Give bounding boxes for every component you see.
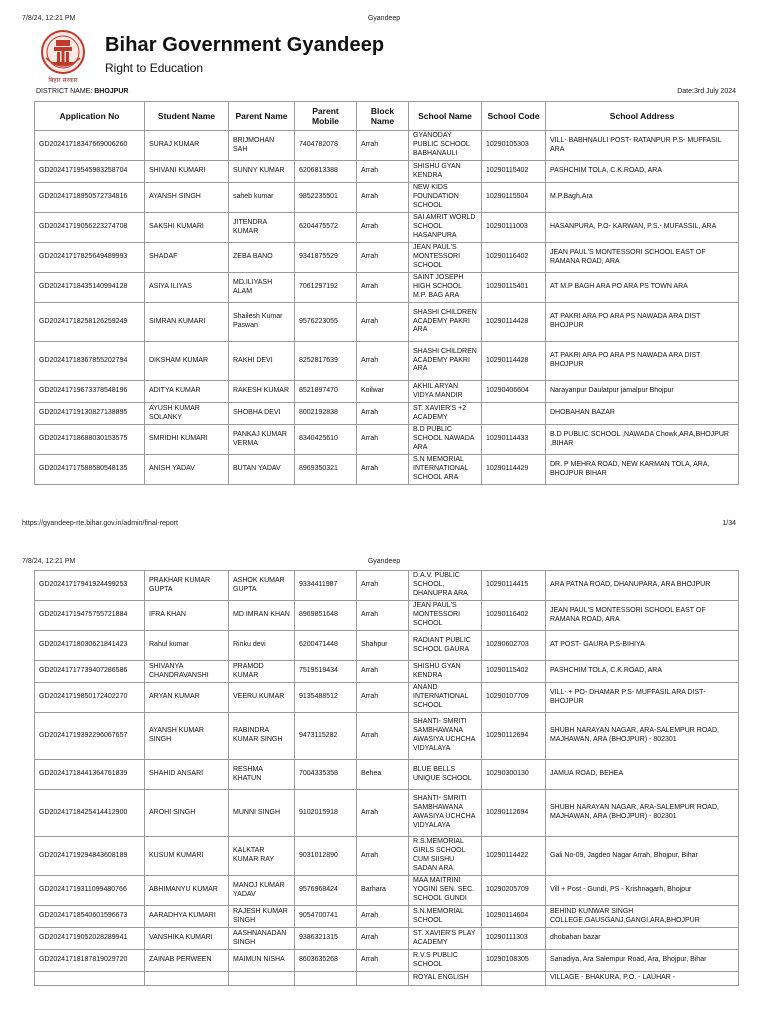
parent-mobile-cell: 6204475572	[295, 213, 357, 243]
school-address-cell: B.D PUBLIC SCHOOL ,NAWADA Chowk,ARA,BHOJPUR ,BIHAR	[546, 425, 739, 455]
school-code-cell: 10290108305	[482, 950, 546, 972]
school-name-cell: ANAND INTERNATIONAL SCHOOL	[409, 683, 482, 713]
school-address-cell: HASANPURA, P.O- KARWAN, P.S.- MUFASSIL, ARA	[546, 213, 739, 243]
table-row	[35, 342, 739, 381]
report-table	[34, 570, 739, 986]
parent-name-cell: RAKESH KUMAR	[229, 381, 295, 403]
school-name-cell: S.N.MEMORIAL SCHOOL	[409, 906, 482, 928]
parent-name-cell: PANKAJ KUMAR VERMA	[229, 425, 295, 455]
report-header	[36, 28, 736, 84]
block-name-cell: Koilwar	[357, 381, 409, 403]
student-name-cell: ASIYA ILIYAS	[145, 273, 229, 303]
parent-mobile-cell: 6200471448	[295, 631, 357, 661]
school-code-cell: 10290105303	[482, 131, 546, 161]
application-no-cell: GD20241719392296067657	[35, 713, 145, 760]
block-name-cell: Arrah	[357, 455, 409, 485]
school-code-cell: 10290114429	[482, 455, 546, 485]
parent-mobile-cell: 9852235501	[295, 183, 357, 213]
parent-name-cell: BRIJMOHAN SAH	[229, 131, 295, 161]
application-no-cell: GD20241718030621841423	[35, 631, 145, 661]
table-row	[35, 131, 739, 161]
block-name-cell: Behea	[357, 760, 409, 790]
column-header: Block Name	[357, 102, 409, 131]
block-name-cell: Arrah	[357, 303, 409, 342]
print-timestamp: 7/8/24, 12:21 PM	[22, 15, 76, 22]
school-code-cell: 10290115401	[482, 273, 546, 303]
school-address-cell: ARA PATNA ROAD, DHANUPARA, ARA BHOJPUR	[546, 571, 739, 601]
school-address-cell: VILLAGE - BHAKURA, P.O. - LAUHAR -	[546, 972, 739, 986]
application-no-cell: GD20241719673378548196	[35, 381, 145, 403]
school-code-cell: 10290114428	[482, 303, 546, 342]
parent-mobile-cell: 8340425610	[295, 425, 357, 455]
student-name-cell: SHADAF	[145, 243, 229, 273]
block-name-cell: Arrah	[357, 713, 409, 760]
block-name-cell: Arrah	[357, 837, 409, 876]
school-code-cell: 10290114428	[482, 342, 546, 381]
school-name-cell: R.S.MEMORIAL GIRLS SCHOOL CUM SIISHU SADAN ARA	[409, 837, 482, 876]
parent-mobile-cell: 6206813388	[295, 161, 357, 183]
school-code-cell: 10290111303	[482, 928, 546, 950]
student-name-cell: AROHI SINGH	[145, 790, 229, 837]
application-no-cell: GD20241718688030153575	[35, 425, 145, 455]
school-name-cell: SHISHU GYAN KENDRA	[409, 161, 482, 183]
table-row	[35, 273, 739, 303]
school-name-cell: SHANTI- SMRITI SAMBHAWANA AWASIYA UCHCHA VIDYALAYA	[409, 713, 482, 760]
school-code-cell: 10290114415	[482, 571, 546, 601]
school-address-cell: Sanadiya, Ara Salempur Road, Ara, Bhojpur, Bihar	[546, 950, 739, 972]
parent-mobile-cell: 7061297192	[295, 273, 357, 303]
application-no-cell: GD20241719850172402270	[35, 683, 145, 713]
application-no-cell: GD20241717941924499253	[35, 571, 145, 601]
parent-name-cell: Rinku devi	[229, 631, 295, 661]
school-code-cell: 10290115402	[482, 661, 546, 683]
parent-name-cell: MD.ILIYASH ALAM	[229, 273, 295, 303]
parent-name-cell: SUNNY KUMAR	[229, 161, 295, 183]
school-code-cell: 10290115504	[482, 183, 546, 213]
parent-name-cell: VEERU KUMAR	[229, 683, 295, 713]
student-name-cell: IFRA KHAN	[145, 601, 229, 631]
school-address-cell: PASHCHIM TOLA, C.K.ROAD, ARA	[546, 661, 739, 683]
table-row	[35, 403, 739, 425]
parent-mobile-cell: 8603635268	[295, 950, 357, 972]
student-name-cell: SIMRAN KUMARI	[145, 303, 229, 342]
school-name-cell: SAI AMRIT WORLD SCHOOL HASANPURA	[409, 213, 482, 243]
parent-mobile-cell: 8252817639	[295, 342, 357, 381]
application-no-cell: GD20241718441364761839	[35, 760, 145, 790]
parent-mobile-cell: 8002192838	[295, 403, 357, 425]
student-name-cell: ANISH YADAV	[145, 455, 229, 485]
school-address-cell: AT PAKRI ARA PO ARA PS NAWADA ARA DIST BHOJPUR	[546, 303, 739, 342]
parent-name-cell: saheb kumar	[229, 183, 295, 213]
school-name-cell: D.A.V. PUBLIC SCHOOL, DHANUPRA ARA	[409, 571, 482, 601]
school-name-cell: RADIANT PUBLIC SCHOOL GAURA	[409, 631, 482, 661]
parent-name-cell: ZEBA BANO	[229, 243, 295, 273]
school-code-cell: 10290111003	[482, 213, 546, 243]
student-name-cell: PRAKHAR KUMAR GUPTA	[145, 571, 229, 601]
application-no-cell: GD20241718347669006260	[35, 131, 145, 161]
footer-url: https://gyandeep-rte.bihar.gov.in/admin/final-report	[22, 520, 178, 527]
school-address-cell: PASHCHIM TOLA, C.K.ROAD, ARA	[546, 161, 739, 183]
application-no-cell: GD20241719545983258704	[35, 161, 145, 183]
parent-mobile-cell: 9054700741	[295, 906, 357, 928]
application-no-cell: GD20241718950572734816	[35, 183, 145, 213]
school-code-cell: 10290116402	[482, 601, 546, 631]
application-no-cell: GD20241719130827138895	[35, 403, 145, 425]
parent-name-cell: SHOBHA DEVI	[229, 403, 295, 425]
parent-mobile-cell: 9334411987	[295, 571, 357, 601]
table-row	[35, 928, 739, 950]
district-name	[36, 88, 128, 95]
parent-mobile-cell: 7519519434	[295, 661, 357, 683]
report-date: Date:3rd July 2024	[677, 88, 736, 95]
school-address-cell: AT PAKRI ARA PO ARA PS NAWADA ARA DIST BHOJPUR	[546, 342, 739, 381]
block-name-cell: Arrah	[357, 425, 409, 455]
block-name-cell: Arrah	[357, 683, 409, 713]
block-name-cell: Barhara	[357, 876, 409, 906]
school-code-cell: 10290112694	[482, 790, 546, 837]
school-code-cell: 10290112694	[482, 713, 546, 760]
school-name-cell: BLUE BELLS UNIQUE SCHOOL	[409, 760, 482, 790]
school-address-cell: Gali No-09, Jagdeo Nagar Arrah, Bhojpur, Bihar	[546, 837, 739, 876]
column-header: School Code	[482, 102, 546, 131]
table-row	[35, 213, 739, 243]
page-title: Bihar Government Gyandeep	[105, 34, 385, 56]
school-name-cell: GYANODAY PUBLIC SCHOOL BABHANAULI	[409, 131, 482, 161]
parent-name-cell: PRAMOD KUMAR	[229, 661, 295, 683]
table-row	[35, 876, 739, 906]
student-name-cell: SHIVANYA CHANDRAVANSHI	[145, 661, 229, 683]
school-code-cell: 10290107709	[482, 683, 546, 713]
parent-name-cell: ASHOK KUMAR GUPTA	[229, 571, 295, 601]
parent-name-cell: MANOJ KUMAR YADAV	[229, 876, 295, 906]
student-name-cell: SURAJ KUMAR	[145, 131, 229, 161]
parent-name-cell: AASHNANADAN SINGH	[229, 928, 295, 950]
table-row	[35, 243, 739, 273]
school-name-cell: SHANTI- SMRITI SAMBHAWANA AWASIYA UCHCHA VIDYALAYA	[409, 790, 482, 837]
parent-name-cell: KALKTAR KUMAR RAY	[229, 837, 295, 876]
block-name-cell: Arrah	[357, 403, 409, 425]
application-no-cell: GD20241718540601596673	[35, 906, 145, 928]
parent-mobile-cell: 9102015918	[295, 790, 357, 837]
school-address-cell: SHUBH NARAYAN NAGAR, ARA-SALEMPUR ROAD, MAJHAWAN, ARA (BHOJPUR) - 802301	[546, 713, 739, 760]
school-name-cell: ST. XAVIER'S +2 ACADEMY	[409, 403, 482, 425]
parent-name-cell: MAIMUN NISHA	[229, 950, 295, 972]
school-name-cell: B.D PUBLIC SCHOOL NAWADA ARA	[409, 425, 482, 455]
block-name-cell: Arrah	[357, 661, 409, 683]
student-name-cell: ZAINAB PERWEEN	[145, 950, 229, 972]
student-name-cell: Rahul kumar	[145, 631, 229, 661]
application-no-cell: GD20241719294843608189	[35, 837, 145, 876]
table-row	[35, 972, 739, 986]
school-name-cell: SHISHU GYAN KENDRA	[409, 661, 482, 683]
parent-mobile-cell: 9031012890	[295, 837, 357, 876]
parent-mobile-cell: 9473115282	[295, 713, 357, 760]
school-name-cell: JEAN PAUL'S MONTESSORI SCHOOL	[409, 243, 482, 273]
application-no-cell: GD20241719052028289941	[35, 928, 145, 950]
school-name-cell: JEAN PAUL'S MONTESSORI SCHOOL	[409, 601, 482, 631]
table-row	[35, 950, 739, 972]
parent-name-cell: JITENDRA KUMAR	[229, 213, 295, 243]
school-address-cell: Narayanpur Daulatpur jamalpur Bhojpur	[546, 381, 739, 403]
footer-page-number: 1/34	[722, 520, 736, 527]
application-no-cell	[35, 972, 145, 986]
school-address-cell: DR. P MEHRA ROAD, NEW KARMAN TOLA, ARA, BHOJPUR BIHAR	[546, 455, 739, 485]
application-no-cell: GD20241718425414412900	[35, 790, 145, 837]
table-row	[35, 183, 739, 213]
application-no-cell: GD20241719311099480766	[35, 876, 145, 906]
table-row	[35, 571, 739, 601]
table-row	[35, 837, 739, 876]
column-header: School Address	[546, 102, 739, 131]
table-row	[35, 790, 739, 837]
block-name-cell	[357, 972, 409, 986]
school-address-cell: JAMUA ROAD, BEHEA	[546, 760, 739, 790]
school-code-cell: 10290115402	[482, 161, 546, 183]
block-name-cell: Arrah	[357, 601, 409, 631]
school-code-cell: 10290406604	[482, 381, 546, 403]
block-name-cell: Arrah	[357, 571, 409, 601]
school-address-cell: M.P.Bagh,Ara	[546, 183, 739, 213]
student-name-cell: KUSUM KUMARI	[145, 837, 229, 876]
student-name-cell: AYUSH KUMAR SOLANKY	[145, 403, 229, 425]
school-name-cell: R.V.S PUBLIC SCHOOL	[409, 950, 482, 972]
school-code-cell: 10290116402	[482, 243, 546, 273]
table-row	[35, 303, 739, 342]
application-no-cell: GD20241718187819029720	[35, 950, 145, 972]
parent-name-cell: MD IMRAN KHAN	[229, 601, 295, 631]
report-page-2	[0, 552, 768, 1024]
block-name-cell: Arrah	[357, 342, 409, 381]
table-row	[35, 161, 739, 183]
student-name-cell: SHAHID ANSARI	[145, 760, 229, 790]
block-name-cell: Arrah	[357, 183, 409, 213]
table-row	[35, 455, 739, 485]
application-no-cell: GD20241718367855202794	[35, 342, 145, 381]
school-name-cell: S.N MEMORIAL INTERNATIONAL SCHOOL ARA	[409, 455, 482, 485]
student-name-cell: SAKSHI KUMARI	[145, 213, 229, 243]
application-no-cell: GD20241719056223274708	[35, 213, 145, 243]
parent-mobile-cell: 8969350321	[295, 455, 357, 485]
school-code-cell: 10290602703	[482, 631, 546, 661]
parent-mobile-cell	[295, 972, 357, 986]
parent-mobile-cell: 9576223055	[295, 303, 357, 342]
parent-mobile-cell: 8521897470	[295, 381, 357, 403]
column-header: Application No	[35, 102, 145, 131]
table-row	[35, 425, 739, 455]
student-name-cell: ABHIMANYU KUMAR	[145, 876, 229, 906]
parent-name-cell: MUNNI SINGH	[229, 790, 295, 837]
table-row	[35, 661, 739, 683]
student-name-cell: DIKSHAM KUMAR	[145, 342, 229, 381]
parent-mobile-cell: 9135488512	[295, 683, 357, 713]
table-row	[35, 906, 739, 928]
parent-name-cell: RABINDRA KUMAR SINGH	[229, 713, 295, 760]
school-code-cell: 10290114422	[482, 837, 546, 876]
svg-text:बिहार सरकार: बिहार सरकार	[48, 77, 78, 84]
column-header: School Name	[409, 102, 482, 131]
application-no-cell: GD20241719475755721884	[35, 601, 145, 631]
application-no-cell: GD20241718258126259249	[35, 303, 145, 342]
parent-name-cell: BUTAN YADAV	[229, 455, 295, 485]
table-row	[35, 683, 739, 713]
school-address-cell: Vill + Post - Gundi, PS - Krishnagarh, Bhojpur	[546, 876, 739, 906]
student-name-cell	[145, 972, 229, 986]
school-name-cell: SHASHI CHILDREN ACADEMY PAKRI ARA	[409, 303, 482, 342]
parent-name-cell: RESHMA KHATUN	[229, 760, 295, 790]
table-row	[35, 601, 739, 631]
application-no-cell: GD20241717739407286586	[35, 661, 145, 683]
parent-mobile-cell: 7404782078	[295, 131, 357, 161]
block-name-cell: Arrah	[357, 906, 409, 928]
school-code-cell	[482, 403, 546, 425]
school-address-cell: JEAN PAUL'S MONTESSORI SCHOOL EAST OF RAMANA ROAD, ARA	[546, 601, 739, 631]
school-address-cell: DHOBAHAN BAZAR	[546, 403, 739, 425]
parent-mobile-cell: 9386321315	[295, 928, 357, 950]
block-name-cell: Arrah	[357, 790, 409, 837]
district-label: DISTRICT NAME:	[36, 88, 93, 95]
block-name-cell: Arrah	[357, 161, 409, 183]
table-header-row	[35, 102, 739, 131]
print-title: Gyandeep	[367, 558, 401, 565]
school-address-cell: AT POST- GAURA P.S-BIHIYA	[546, 631, 739, 661]
school-address-cell: AT M.P BAGH ARA PO ARA PS TOWN ARA	[546, 273, 739, 303]
application-no-cell: GD20241717825649489993	[35, 243, 145, 273]
school-name-cell: NEW KIDS FOUNDATION SCHOOL	[409, 183, 482, 213]
block-name-cell: Arrah	[357, 950, 409, 972]
student-name-cell: VANSHIKA KUMARI	[145, 928, 229, 950]
column-header: Parent Mobile	[295, 102, 357, 131]
parent-name-cell: Shailesh Kumar Paswan	[229, 303, 295, 342]
student-name-cell: ADITYA KUMAR	[145, 381, 229, 403]
school-name-cell: SHASHI CHILDREN ACADEMY PAKRI ARA	[409, 342, 482, 381]
school-name-cell: AKHIL ARYAN VIDYA MANDIR	[409, 381, 482, 403]
report-table	[34, 101, 739, 485]
application-no-cell: GD20241717588580548135	[35, 455, 145, 485]
parent-name-cell	[229, 972, 295, 986]
parent-mobile-cell: 9576968424	[295, 876, 357, 906]
print-timestamp: 7/8/24, 12:21 PM	[22, 558, 76, 565]
school-address-cell: BEHIND KUNWAR SINGH COLLEGE,GAUSGANJ,GANGI,ARA,BHOJPUR	[546, 906, 739, 928]
district-value: BHOJPUR	[94, 88, 129, 95]
parent-mobile-cell: 8969851648	[295, 601, 357, 631]
block-name-cell: Arrah	[357, 131, 409, 161]
column-header: Parent Name	[229, 102, 295, 131]
school-code-cell: 10290300130	[482, 760, 546, 790]
print-title: Gyandeep	[367, 15, 401, 22]
parent-mobile-cell: 7004335358	[295, 760, 357, 790]
school-name-cell: SAINT JOSEPH HIGH SCHOOL M.P. BAG ARA	[409, 273, 482, 303]
student-name-cell: SHIVANI KUMARI	[145, 161, 229, 183]
school-code-cell: 10290114604	[482, 906, 546, 928]
parent-mobile-cell: 9341875529	[295, 243, 357, 273]
school-address-cell: VILL- + PO- DHAMAR P.S- MUFFASIL ARA DIST- BHOJPUR	[546, 683, 739, 713]
school-address-cell: JEAN PAUL'S MONTESSORI SCHOOL EAST OF RAMANA ROAD, ARA	[546, 243, 739, 273]
parent-name-cell: RAJESH KUMAR SINGH	[229, 906, 295, 928]
student-name-cell: AARADHYA KUMARI	[145, 906, 229, 928]
school-address-cell: SHUBH NARAYAN NAGAR, ARA-SALEMPUR ROAD, MAJHAWAN, ARA (BHOJPUR) - 802301	[546, 790, 739, 837]
school-name-cell: MAA MAITRINI YOGINI SEN. SEC. SCHOOL GUNDI	[409, 876, 482, 906]
application-no-cell: GD20241718435140994128	[35, 273, 145, 303]
school-code-cell: 10290205709	[482, 876, 546, 906]
bihar-emblem-icon	[36, 28, 90, 84]
student-name-cell: AYANSH KUMAR SINGH	[145, 713, 229, 760]
school-name-cell: ST. XAVIER'S PLAY ACADEMY	[409, 928, 482, 950]
table-row	[35, 381, 739, 403]
table-row	[35, 631, 739, 661]
parent-name-cell: RAKHI DEVI	[229, 342, 295, 381]
block-name-cell: Shahpur	[357, 631, 409, 661]
school-code-cell: 10290114433	[482, 425, 546, 455]
page-subtitle: Right to Education	[105, 61, 204, 75]
block-name-cell: Arrah	[357, 243, 409, 273]
block-name-cell: Arrah	[357, 273, 409, 303]
block-name-cell: Arrah	[357, 928, 409, 950]
student-name-cell: SMRIDHI KUMARI	[145, 425, 229, 455]
school-name-cell: ROYAL ENGLISH	[409, 972, 482, 986]
student-name-cell: ARYAN KUMAR	[145, 683, 229, 713]
table-row	[35, 760, 739, 790]
school-code-cell	[482, 972, 546, 986]
column-header: Student Name	[145, 102, 229, 131]
school-address-cell: dhobahan bazar	[546, 928, 739, 950]
student-name-cell: AYANSH SINGH	[145, 183, 229, 213]
school-address-cell: VILL- BABHNAULI POST- RATANPUR P.S- MUFFASIL ARA	[546, 131, 739, 161]
block-name-cell: Arrah	[357, 213, 409, 243]
table-row	[35, 713, 739, 760]
